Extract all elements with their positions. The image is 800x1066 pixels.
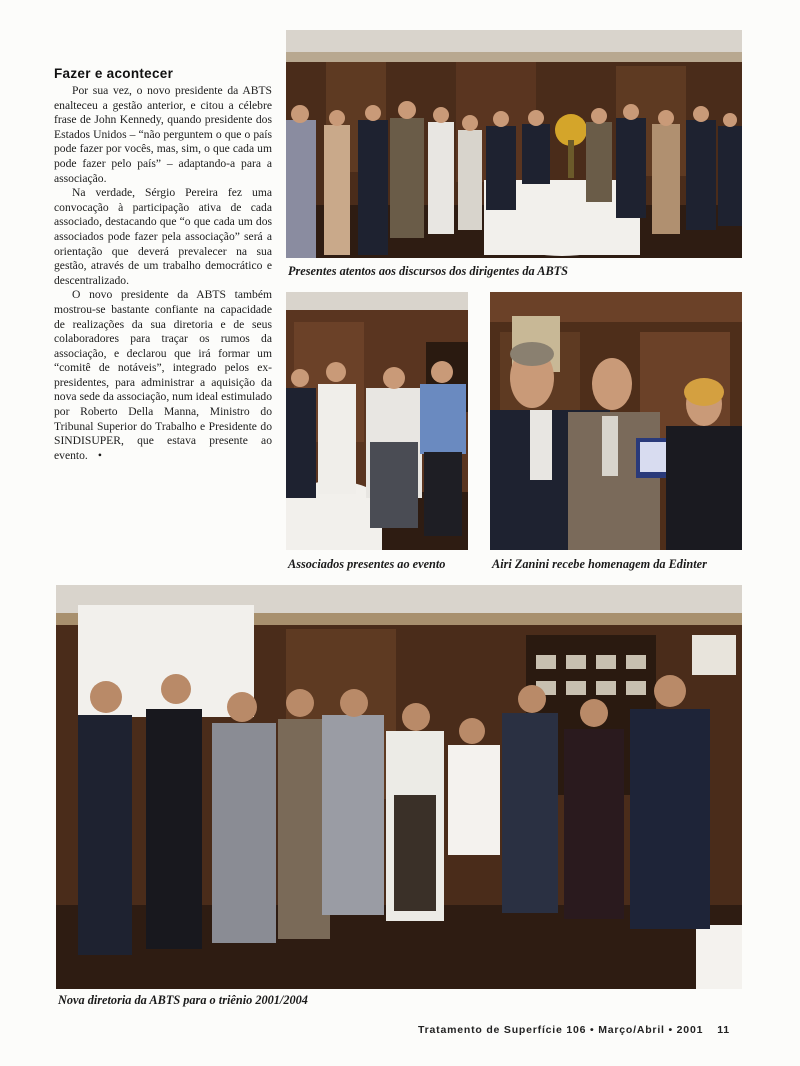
page-footer: [418, 1024, 730, 1036]
photo-new-board: [56, 585, 742, 989]
photo-award-image: [490, 292, 742, 550]
article-column: [54, 66, 272, 463]
caption-audience: Presentes atentos aos discursos dos dirigentes da ABTS: [288, 264, 569, 278]
photo-award: [490, 292, 742, 550]
page-number: 11: [717, 1024, 730, 1036]
article-paragraph-1: Por sua vez, o novo presidente da ABTS enalteceu a gestão anterior, e citou a célebre frase de John Kennedy, quando presidente dos Estados Unidos – “não perguntem o que o país pode fazer por vocês, mas, sim, o que cada um pode fazer pelo país” – adaptando-a para a associação.: [54, 84, 272, 185]
footer-publication: Tratamento de Superfície 106 • Março/Abril • 2001: [418, 1024, 704, 1036]
photo-audience-image: [286, 30, 742, 258]
article-end-mark: •: [97, 448, 102, 462]
photo-associates: [286, 292, 468, 550]
caption-award: Airi Zanini recebe homenagem da Edinter: [492, 557, 707, 571]
caption-new-board: Nova diretoria da ABTS para o triênio 2001/2004: [58, 993, 308, 1007]
article-paragraph-3: [54, 288, 272, 463]
photo-new-board-image: [56, 585, 742, 989]
caption-associates: Associados presentes ao evento: [288, 557, 446, 571]
article-paragraph-2: Na verdade, Sérgio Pereira fez uma convocação à participação ativa de cada associado, destacando que “o que cada um dos associados pode fazer pela associação” será a orientação que deverá prevalecer na sua gestão, através de um trabalho democrático e descentralizado.: [54, 186, 272, 287]
article-heading: Fazer e acontecer: [54, 66, 174, 81]
photo-audience: [286, 30, 742, 258]
photo-associates-image: [286, 292, 468, 550]
article-paragraph-3-text: O novo presidente da ABTS também mostrou-se bastante confiante na capacidade de realizações da sua diretoria e de seus colaboradores para traçar os rumos da associação, e declarou que irá formar um “comitê de notáveis”, integrado pelos ex-presidentes, para administrar a aquisição da nova sede da associação, num ideal estimulado por Roberto Della Manna, Ministro do Tribunal Superior do Trabalho e Presidente do SINDISUPER, que estava presente ao evento.: [54, 288, 272, 462]
